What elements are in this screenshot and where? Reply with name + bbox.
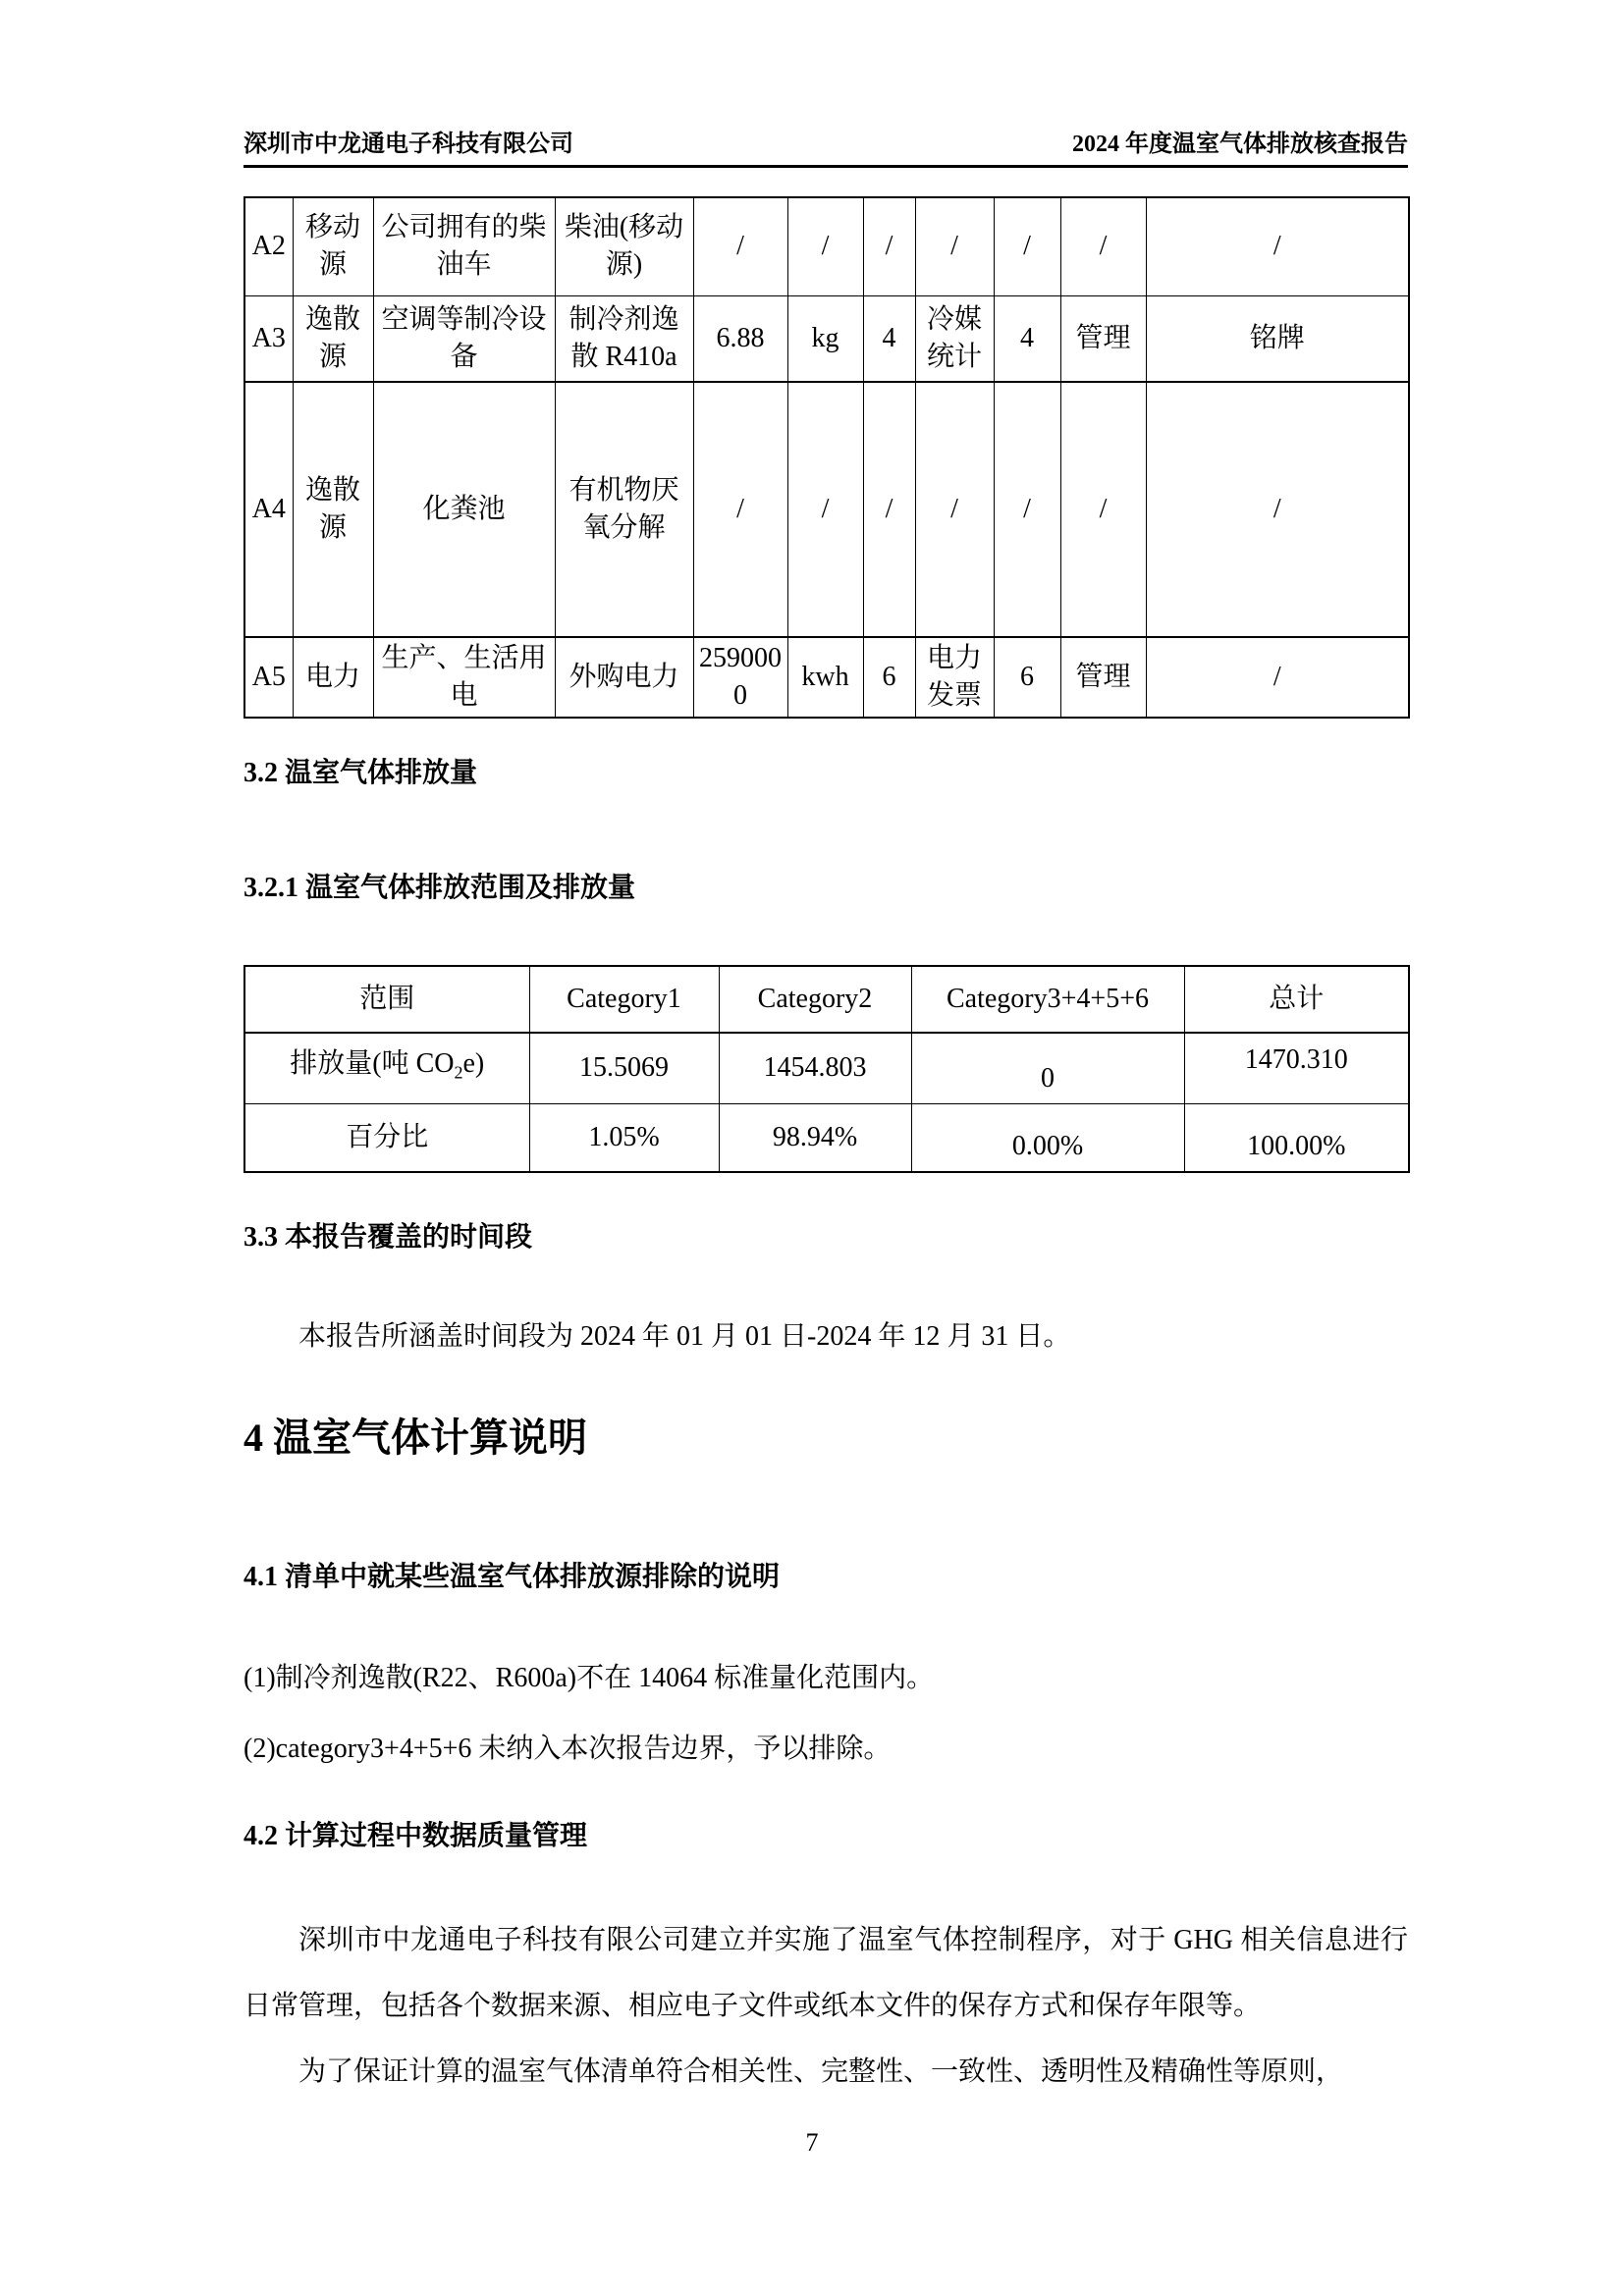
table-cell: 管理 [1060,295,1146,382]
table-cell: 6.88 [693,295,787,382]
table-cell: 空调等制冷设备 [373,295,555,382]
table-cell: 冷媒统计 [915,295,994,382]
row-label-text: 排放量(吨 CO [290,1047,455,1079]
paragraph-data-quality-1: 深圳市中龙通电子科技有限公司建立并实施了温室气体控制程序，对于 GHG 相关信息进行日常管理，包括各个数据来源、相应电子文件或纸本文件的保存方式和保存年限等。 [244,1925,1408,2021]
table-cell: / [1146,197,1409,295]
table-cell: 0.00% [911,1103,1184,1172]
table-cell: / [994,197,1060,295]
table-cell: 1470.310 [1184,1033,1409,1103]
table-cell: / [863,382,915,637]
section-heading-4-2: 4.2 计算过程中数据质量管理 [244,1821,588,1851]
table-cell: 4 [863,295,915,382]
emission-amount-row [244,1033,1409,1103]
table-row-a5 [244,637,1409,718]
table-cell: A2 [244,197,293,295]
emissions-summary-table [244,965,1410,1173]
summary-header-row [244,966,1409,1033]
table-cell: kwh [787,637,863,718]
table-cell: 6 [863,637,915,718]
table-cell: 1454.803 [719,1033,911,1103]
table-cell: kg [787,295,863,382]
header-rule [244,165,1408,168]
table-cell: / [994,382,1060,637]
table-cell: 1.05% [529,1103,719,1172]
emission-sources-table [244,196,1410,719]
table-cell: 15.5069 [529,1033,719,1103]
table-cell: / [863,197,915,295]
table-cell: 4 [994,295,1060,382]
row-label-text: e) [462,1047,485,1079]
section-heading-3-3: 3.3 本报告覆盖的时间段 [244,1222,533,1253]
table-cell: / [1060,197,1146,295]
paragraph-exclusion-item-2: (2)category3+4+5+6 未纳入本次报告边界，予以排除。 [244,1734,892,1764]
column-header: Category3+4+5+6 [911,966,1184,1033]
table-cell: A3 [244,295,293,382]
row-label [244,1033,529,1103]
chapter-heading-4: 4 温室气体计算说明 [244,1415,587,1460]
table-cell: 管理 [1060,637,1146,718]
section-heading-4-1: 4.1 清单中就某些温室气体排放源排除的说明 [244,1562,781,1592]
column-header: Category1 [529,966,719,1033]
table-cell: 逸散源 [293,382,373,637]
column-header: Category2 [719,966,911,1033]
table-cell: 98.94% [719,1103,911,1172]
table-cell: A4 [244,382,293,637]
table-cell: 化粪池 [373,382,555,637]
table-cell: / [1146,637,1409,718]
table-cell: / [915,197,994,295]
table-row-a4 [244,382,1409,637]
table-cell: 0 [911,1033,1184,1103]
table-cell: 逸散源 [293,295,373,382]
table-cell: 生产、生活用电 [373,637,555,718]
report-header-company: 深圳市中龙通电子科技有限公司 [244,132,573,157]
percentage-row [244,1103,1409,1172]
table-cell: 移动源 [293,197,373,295]
page-number: 7 [805,2128,819,2157]
table-cell: 6 [994,637,1060,718]
table-cell: 公司拥有的柴油车 [373,197,555,295]
paragraph-report-period: 本报告所涵盖时间段为 2024 年 01 月 01 日-2024 年 12 月 31 日。 [298,1321,1071,1352]
section-heading-3-2: 3.2 温室气体排放量 [244,758,478,788]
paragraph-data-quality-2: 为了保证计算的温室气体清单符合相关性、完整性、一致性、透明性及精确性等原则， [298,2056,1344,2087]
table-row-a2 [244,197,1409,295]
table-cell: / [787,197,863,295]
table-cell: 有机物厌氧分解 [555,382,693,637]
table-cell: 电力发票 [915,637,994,718]
table-cell: / [1146,382,1409,637]
column-header: 总计 [1184,966,1409,1033]
table-cell: / [787,382,863,637]
subscript-2: 2 [454,1062,463,1083]
table-cell: 2590000 [693,637,787,718]
row-label: 百分比 [244,1103,529,1172]
table-cell: / [693,197,787,295]
section-heading-3-2-1: 3.2.1 温室气体排放范围及排放量 [244,873,636,903]
table-cell: A5 [244,637,293,718]
table-cell: / [693,382,787,637]
table-cell: 柴油(移动源) [555,197,693,295]
table-cell: 100.00% [1184,1103,1409,1172]
table-cell: / [915,382,994,637]
paragraph-exclusion-item-1: (1)制冷剂逸散(R22、R600a)不在 14064 标准量化范围内。 [244,1663,935,1693]
table-cell: 制冷剂逸散 R410a [555,295,693,382]
table-cell: 电力 [293,637,373,718]
table-cell: 铭牌 [1146,295,1409,382]
table-row-a3 [244,295,1409,382]
report-header-title: 2024 年度温室气体排放核查报告 [1072,132,1408,157]
table-cell: 外购电力 [555,637,693,718]
column-header: 范围 [244,966,529,1033]
table-cell: / [1060,382,1146,637]
